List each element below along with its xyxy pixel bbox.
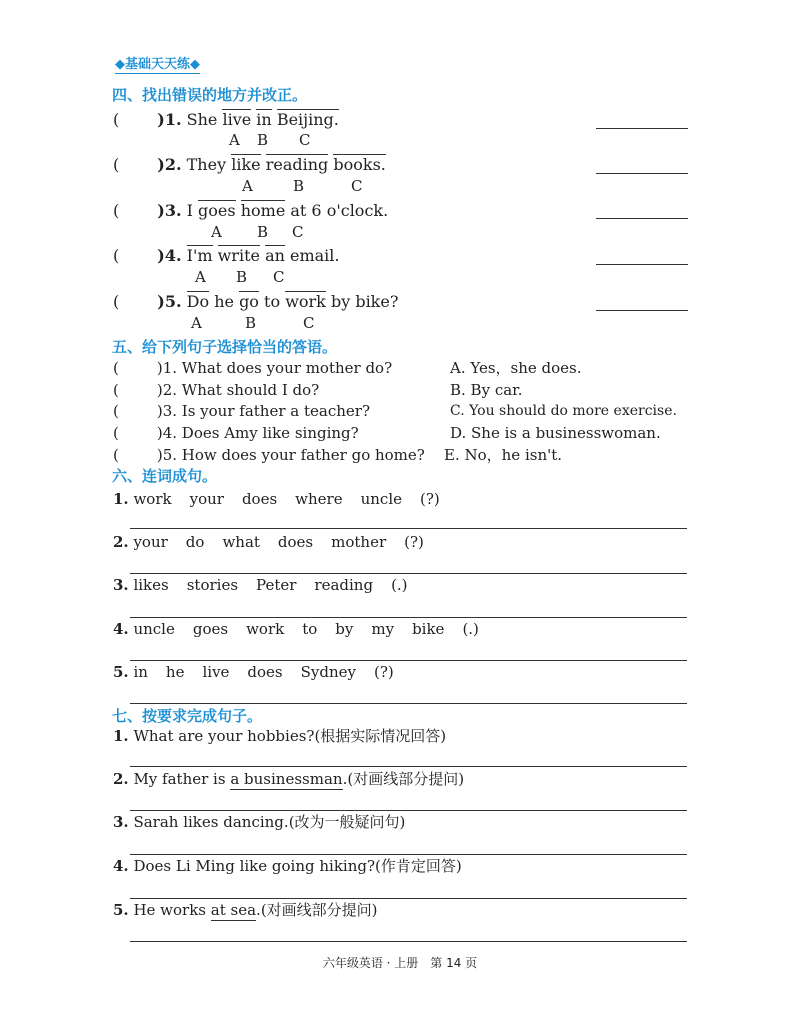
answer-paren[interactable]: ( [113, 424, 119, 442]
s5-question-2: ( )2. What should I do? [113, 381, 320, 399]
answer-line[interactable] [130, 527, 687, 529]
answer-line[interactable] [130, 572, 687, 574]
s6-item-4: 4. uncle goes work to by my bike (.) [113, 620, 479, 638]
section-banner: ◆基础天天练◆ [115, 57, 200, 72]
s4-item-3: ( )3. I goes home at 6 o'clock. [113, 201, 389, 220]
answer-line[interactable] [130, 853, 687, 855]
s6-item-2: 2. your do what does mother (?) [113, 533, 424, 551]
s4-item-5: ( )5. Do he go to work by bike? [113, 292, 399, 311]
correction-line[interactable] [596, 309, 688, 311]
s6-item-3: 3. likes stories Peter reading (.) [113, 576, 408, 594]
answer-paren[interactable]: ( [113, 201, 120, 220]
s5-question-4: ( )4. Does Amy like singing? [113, 424, 359, 442]
s6-item-1: 1. work your does where uncle (?) [113, 490, 440, 508]
s5-option-b: B. By car. [450, 381, 523, 399]
s5-option-c: C. You should do more exercise. [450, 403, 677, 419]
answer-line[interactable] [130, 940, 687, 942]
section-4-title: 四、找出错误的地方并改正。 [112, 86, 308, 104]
s5-option-e: E. No，he isn't. [444, 446, 563, 464]
answer-line[interactable] [130, 616, 687, 618]
s5-option-a: A. Yes，she does. [450, 359, 582, 377]
correction-line[interactable] [596, 127, 688, 129]
s5-question-5: ( )5. How does your father go home? [113, 446, 425, 464]
answer-line[interactable] [130, 659, 687, 661]
section-5-title: 五、给下列句子选择恰当的答语。 [112, 338, 338, 356]
page-footer: 六年级英语 · 上册 第 14 页 [322, 956, 478, 970]
s4-item-2: ( )2. They like reading books. [113, 155, 386, 174]
correction-line[interactable] [596, 172, 688, 174]
answer-line[interactable] [130, 702, 687, 704]
answer-paren[interactable]: ( [113, 402, 119, 420]
s5-question-1: ( )1. What does your mother do? [113, 359, 393, 377]
s7-item-5: 5. He works at sea.(对画线部分提问) [113, 901, 378, 919]
s5-question-3: ( )3. Is your father a teacher? [113, 402, 370, 420]
answer-paren[interactable]: ( [113, 246, 120, 265]
answer-line[interactable] [130, 765, 687, 767]
answer-paren[interactable]: ( [113, 446, 119, 464]
s4-item-1: ( )1. She live in Beijing. [113, 110, 339, 129]
answer-paren[interactable]: ( [113, 381, 119, 399]
answer-line[interactable] [130, 897, 687, 899]
answer-paren[interactable]: ( [113, 155, 120, 174]
answer-paren[interactable]: ( [113, 292, 120, 311]
s7-item-2: 2. My father is a businessman.(对画线部分提问) [113, 770, 465, 788]
section-7-title: 七、按要求完成句子。 [112, 707, 263, 725]
s6-item-5: 5. in he live does Sydney (?) [113, 663, 394, 681]
s4-item-4: ( )4. I'm write an email. [113, 246, 340, 265]
correction-line[interactable] [596, 263, 688, 265]
answer-paren[interactable]: ( [113, 359, 119, 377]
correction-line[interactable] [596, 217, 688, 219]
answer-paren[interactable]: ( [113, 110, 120, 129]
answer-line[interactable] [130, 809, 687, 811]
s7-item-3: 3. Sarah likes dancing.(改为一般疑问句) [113, 813, 406, 831]
section-6-title: 六、连词成句。 [112, 467, 218, 485]
s5-option-d: D. She is a businesswoman. [450, 424, 661, 442]
s7-item-1: 1. What are your hobbies?(根据实际情况回答) [113, 727, 447, 745]
s7-item-4: 4. Does Li Ming like going hiking?(作肯定回答) [113, 857, 462, 875]
